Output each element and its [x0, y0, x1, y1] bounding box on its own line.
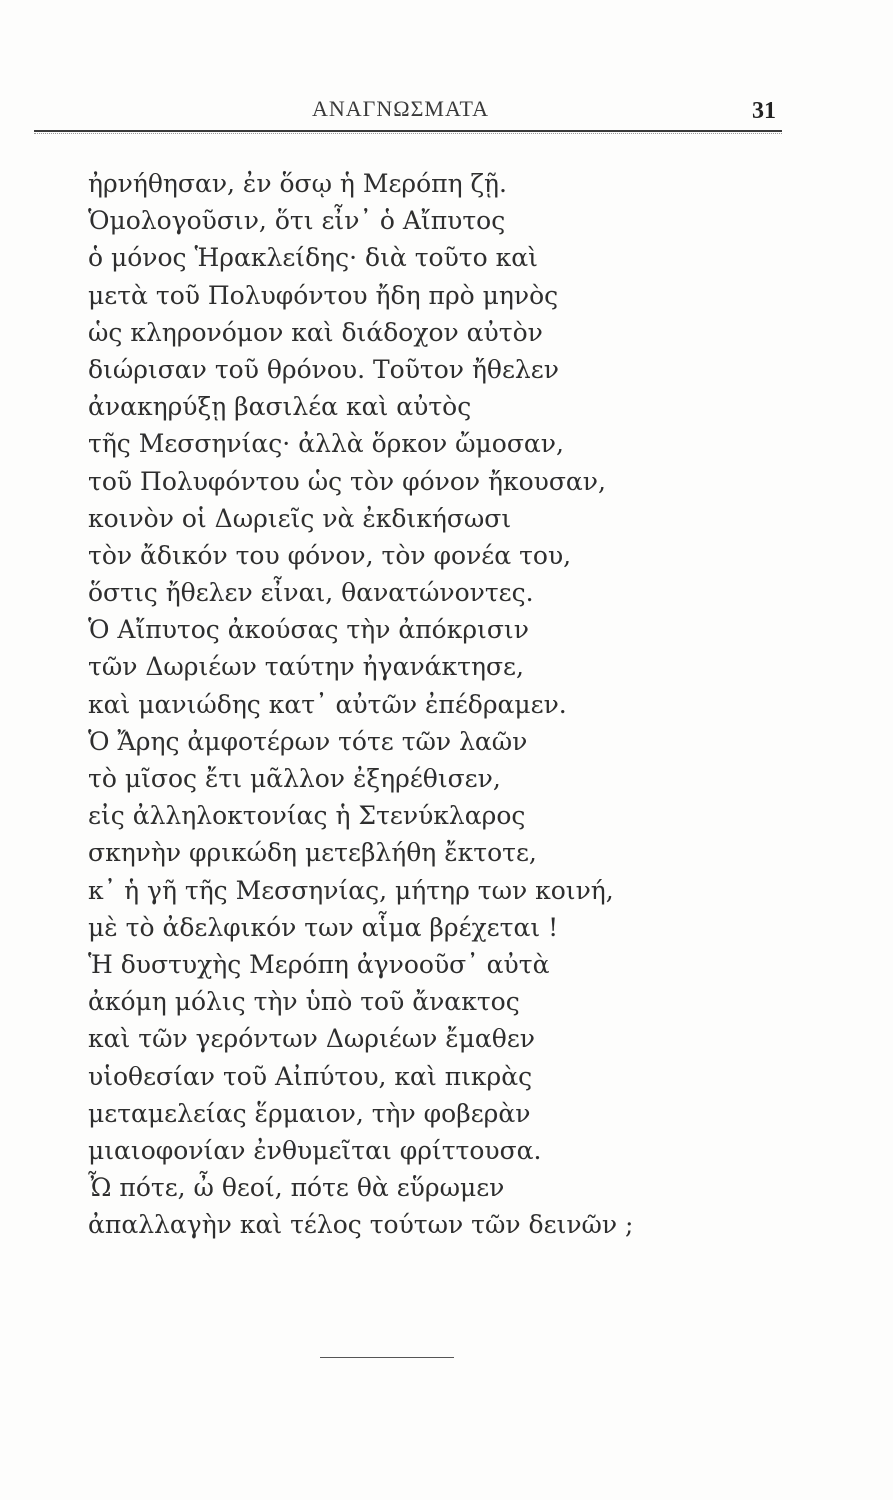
poem-line: ὅστις ἤθελεν εἶναι, θανατώνοντες.	[88, 578, 534, 608]
poem-line: σκηνὴν φρικώδη μετεβλήθη ἔκτοτε,	[88, 838, 537, 868]
poem-line: ἀπαλλαγὴν καὶ τέλος τούτων τῶν δεινῶν ;	[88, 1210, 634, 1240]
running-head-title: ΑΝΑΓΝΩΣΜΑΤΑ	[312, 96, 490, 121]
poem-line: μιαιοφονίαν ἐνθυμεῖται φρίττουσα.	[88, 1135, 542, 1165]
poem-line: κ᾽ ἡ γῆ τῆς Μεσσηνίας, μήτηρ των κοινή,	[88, 875, 614, 905]
poem-line: τὸ μῖσος ἔτι μᾶλλον ἐξηρέθισεν,	[88, 764, 501, 793]
poem-line: τῶν Δωριέων ταύτην ἠγανάκτησε,	[88, 652, 524, 682]
poem-line: ἀνακηρύξῃ βασιλέα καὶ αὐτὸς	[88, 392, 472, 422]
poem-line: Ὦ πότε, ὦ θεοί, πότε θὰ εὕρωμεν	[88, 1173, 505, 1203]
poem-line: κοινὸν οἱ Δωριεῖς νὰ ἐκδικήσωσι	[88, 503, 512, 533]
poem-text	[88, 165, 808, 1243]
poem-line: ἀκόμη μόλις τὴν ὑπὸ τοῦ ἄνακτος	[88, 987, 520, 1017]
header-rule	[34, 130, 782, 132]
poem-line: μὲ τὸ ἀδελφικόν των αἷμα βρέχεται !	[88, 912, 559, 942]
running-head	[0, 92, 893, 132]
poem-line: ὁ μόνος Ἡρακλείδης· διὰ τοῦτο καὶ	[88, 243, 538, 273]
page-number: 31	[752, 98, 776, 124]
poem-line: ἠρνήθησαν, ἐν ὅσῳ ἡ Μερόπη ζῇ.	[88, 169, 507, 198]
end-rule	[320, 1357, 454, 1358]
poem-line: καὶ τῶν γερόντων Δωριέων ἔμαθεν	[88, 1024, 535, 1054]
poem-line: ὡς κληρονόμον καὶ διάδοχον αὐτὸν	[88, 317, 543, 347]
poem-line: καὶ μανιώδης κατ᾽ αὐτῶν ἐπέδραμεν.	[88, 689, 567, 719]
poem-line: μετὰ τοῦ Πολυφόντου ἤδη πρὸ μηνὸς	[88, 280, 559, 310]
poem-line: τῆς Μεσσηνίας· ἀλλὰ ὅρκον ὤμοσαν,	[88, 429, 564, 459]
poem-line: τὸν ἄδικόν του φόνον, τὸν φονέα του,	[88, 540, 572, 570]
poem-line: Ὁμολογοῦσιν, ὅτι εἶν᾽ ὁ Αἴπυτος	[88, 206, 506, 236]
poem-line: Ὁ Αἴπυτος ἀκούσας τὴν ἀπόκρισιν	[88, 615, 529, 645]
poem-line: Ἡ δυστυχὴς Μερόπη ἀγνοοῦσ᾽ αὐτὰ	[88, 949, 550, 979]
poem-line: υἱοθεσίαν τοῦ Αἰπύτου, καὶ πικρὰς	[88, 1061, 533, 1091]
poem-line: διώρισαν τοῦ θρόνου. Τοῦτον ἤθελεν	[88, 354, 559, 384]
poem-line: εἰς ἀλληλοκτονίας ἡ Στενύκλαρος	[88, 801, 526, 831]
poem-line: τοῦ Πολυφόντου ὡς τὸν φόνον ἤκουσαν,	[88, 466, 606, 496]
header-dotted-rule	[34, 133, 782, 134]
poem-line: Ὁ Ἄρης ἀμφοτέρων τότε τῶν λαῶν	[88, 726, 528, 756]
poem-line: μεταμελείας ἕρμαιον, τὴν φοβερὰν	[88, 1098, 531, 1128]
